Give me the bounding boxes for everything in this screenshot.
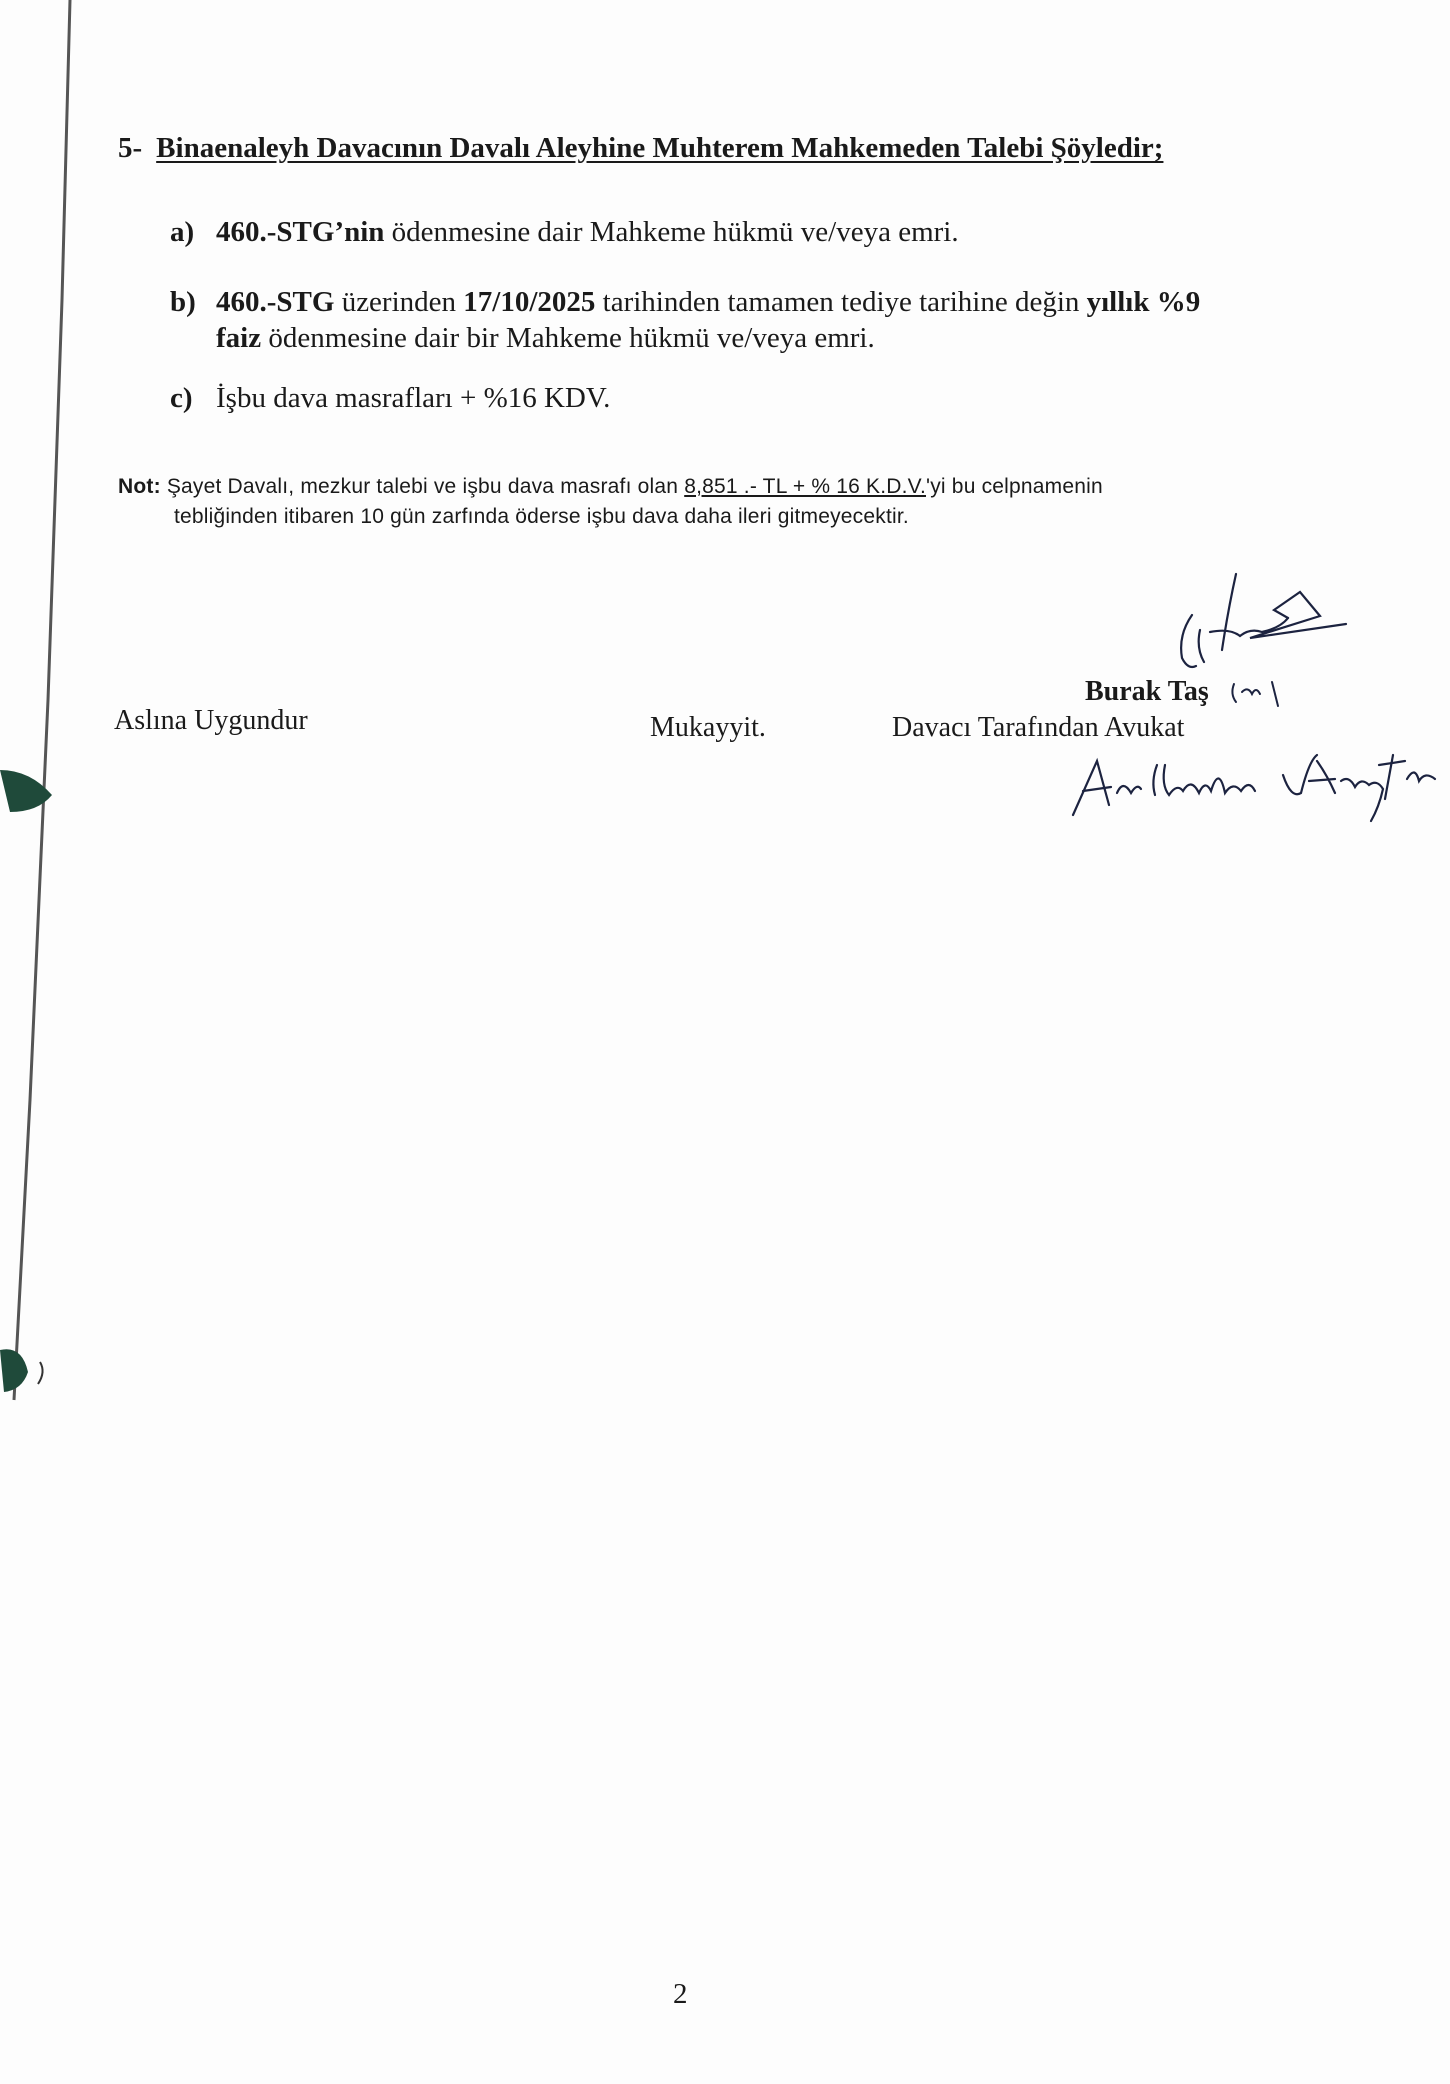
page-number: 2 bbox=[673, 1978, 688, 2010]
item-bold-lead: 460.-STG’nin bbox=[216, 216, 385, 248]
lawyer-initials-scribble bbox=[1228, 676, 1284, 712]
lawyer-role: Davacı Tarafından Avukat bbox=[892, 712, 1185, 743]
note-amount: 8,851 .- TL + % 16 K.D.V. bbox=[684, 475, 926, 498]
claim-item-b bbox=[170, 284, 1280, 356]
item-bold-date: 17/10/2025 bbox=[463, 286, 596, 318]
section-title: Binaenaleyh Davacının Davalı Aleyhine Muhterem Mahkemeden Talebi Şöyledir; bbox=[156, 132, 1164, 164]
section-heading bbox=[118, 132, 1163, 165]
note-label: Not: bbox=[118, 475, 161, 498]
certified-copy-label: Aslına Uygundur bbox=[114, 705, 308, 736]
section-number: 5- bbox=[118, 132, 143, 164]
item-bold-rate: yıllık %9 bbox=[1086, 286, 1201, 318]
item-text: tarihinden tamamen tediye tarihine değin bbox=[595, 286, 1087, 318]
registrar-label: Mukayyit. bbox=[650, 712, 766, 743]
item-text: üzerinden bbox=[334, 286, 464, 318]
claim-item-a bbox=[170, 214, 1270, 250]
item-marker: c) bbox=[170, 382, 193, 414]
binder-edge bbox=[0, 0, 80, 2084]
lawyer-signature bbox=[1170, 570, 1360, 680]
item-text: ödenmesine dair Mahkeme hükmü ve/veya emri. bbox=[384, 216, 959, 248]
binder-clip-bottom bbox=[0, 1349, 28, 1392]
item-bold-faiz: faiz bbox=[216, 322, 262, 354]
note-text: 'yi bu celpnamenin bbox=[926, 475, 1103, 498]
item-marker: b) bbox=[170, 286, 196, 318]
item-text: İşbu dava masrafları + %16 KDV. bbox=[216, 382, 611, 414]
lawyer-name: Burak Taş bbox=[1085, 676, 1209, 707]
payment-note bbox=[118, 472, 1268, 532]
item-text: ödenmesine dair bir Mahkeme hükmü ve/veya emri. bbox=[261, 322, 875, 354]
claim-item-c bbox=[170, 380, 1270, 416]
item-bold-lead: 460.-STG bbox=[216, 286, 335, 318]
note-text: Şayet Davalı, mezkur talebi ve işbu dava masrafı olan bbox=[160, 475, 685, 498]
note-line-2: tebliğinden itibaren 10 gün zarfında öderse işbu dava daha ileri gitmeyecektir. bbox=[174, 505, 909, 528]
item-marker: a) bbox=[170, 216, 195, 248]
handwritten-attestation-signature bbox=[1065, 735, 1450, 825]
